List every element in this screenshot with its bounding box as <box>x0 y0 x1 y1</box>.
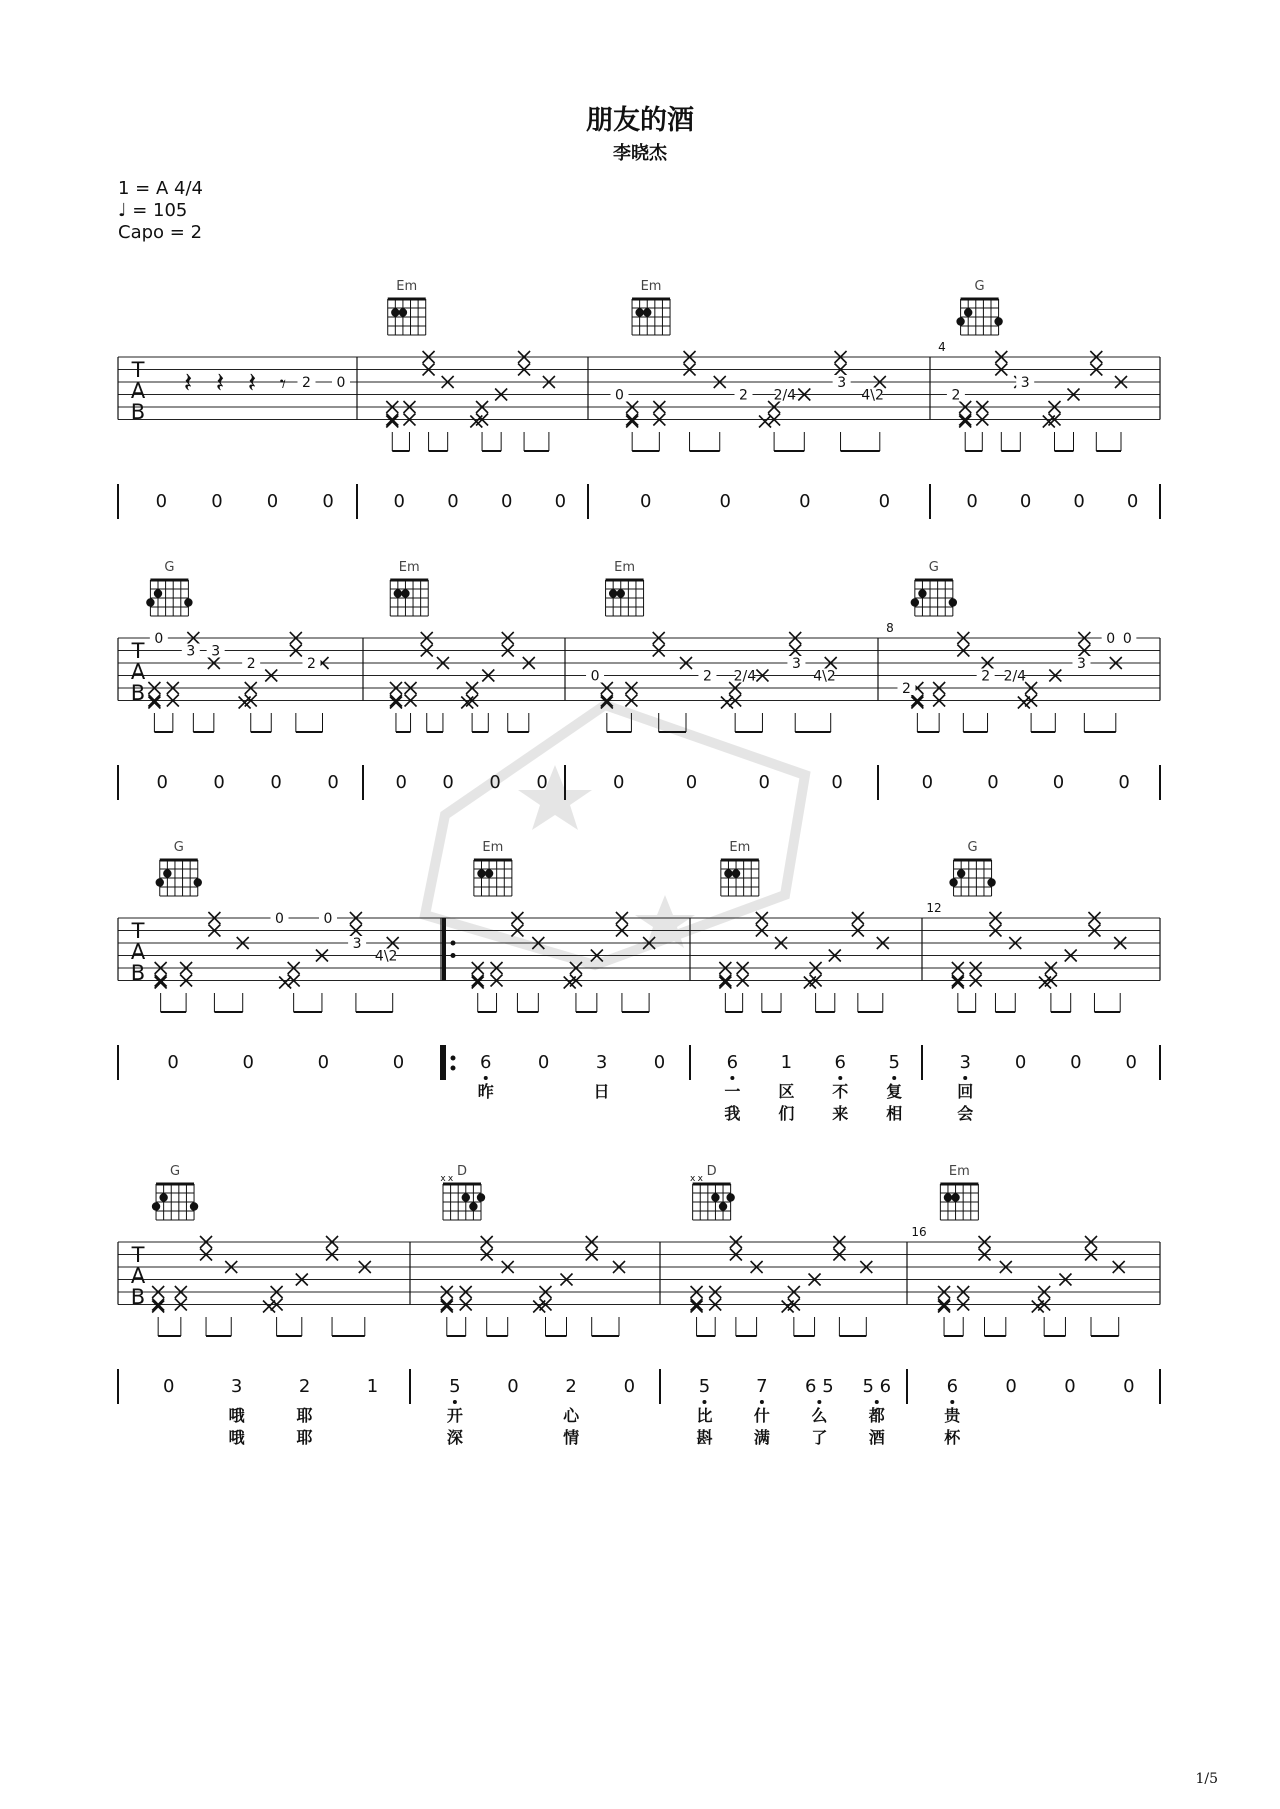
fret-number: 4\2 <box>374 948 398 965</box>
lower-octave-dot <box>702 1400 706 1404</box>
song-title: 朋友的酒 <box>586 105 694 136</box>
chord-diagram-g <box>956 299 1002 335</box>
bass-strum-mark <box>263 1301 275 1313</box>
repeat-dot <box>451 1056 456 1061</box>
lyric-char: 们 <box>778 1104 795 1123</box>
lower-octave-dot <box>817 1400 821 1404</box>
lyric-char: 比 <box>696 1406 713 1425</box>
chord-finger-dot <box>469 1202 477 1210</box>
bass-strum-mark <box>626 416 638 428</box>
chord-finger-dot <box>726 1193 734 1201</box>
chord-finger-dot <box>994 317 1002 325</box>
chord-diagram-g <box>152 1184 198 1220</box>
tab-clef-letter: T <box>131 1243 145 1267</box>
chord-finger-dot <box>918 589 926 597</box>
chord-finger-dot <box>711 1193 719 1201</box>
chord-finger-dot <box>184 598 192 606</box>
lyric-char: 相 <box>886 1104 903 1123</box>
tab-clef-letter: B <box>130 961 146 985</box>
lyric-char: 不 <box>832 1082 849 1101</box>
lyric-char: 酒 <box>868 1428 885 1447</box>
lyric-char: 都 <box>868 1406 885 1425</box>
chord-finger-dot <box>394 589 402 597</box>
jianpu-note: 5 <box>449 1376 461 1397</box>
chord-finger-dot <box>957 869 965 877</box>
bass-strum-mark <box>691 1301 703 1313</box>
chord-finger-dot <box>391 308 399 316</box>
chord-finger-dot <box>154 589 162 597</box>
chord-diagram-em <box>940 1184 978 1220</box>
fret-number: 0 <box>1106 631 1116 647</box>
fret-number: 4\2 <box>813 668 836 685</box>
fret-number: 2 <box>902 681 911 697</box>
lyric-char: 贵 <box>944 1406 961 1425</box>
chord-muted-mark: x <box>697 1174 703 1184</box>
lyric-char: 深 <box>446 1428 463 1447</box>
lower-octave-dot <box>892 1076 896 1080</box>
chord-name: G <box>967 840 978 855</box>
jianpu-note: 0 <box>167 1052 179 1073</box>
chord-finger-dot <box>163 869 171 877</box>
fret-number: 0 <box>615 387 624 404</box>
chord-finger-dot <box>477 869 485 877</box>
measure-number: 8 <box>886 621 894 635</box>
lyric-char: 斟 <box>696 1428 713 1447</box>
repeat-dot <box>451 1066 456 1071</box>
bass-strum-mark <box>152 1301 164 1313</box>
lyric-char: 回 <box>957 1082 974 1101</box>
chord-finger-dot <box>956 317 964 325</box>
lyric-char: 了 <box>811 1428 828 1447</box>
chord-finger-dot <box>146 598 154 606</box>
chord-diagram-em <box>390 580 428 616</box>
chord-finger-dot <box>732 869 740 877</box>
chord-finger-dot <box>462 1193 470 1201</box>
fret-number: 3 <box>352 936 362 952</box>
fret-number: 2/4 <box>773 387 797 404</box>
tab-clef-letter: A <box>130 660 146 684</box>
jianpu-note: 0 <box>966 491 978 512</box>
chord-finger-dot <box>719 1202 727 1210</box>
jianpu-note: 6 <box>726 1052 739 1073</box>
jianpu-note: 0 <box>536 772 548 793</box>
jianpu-note: 0 <box>266 491 279 512</box>
lyric-char: 满 <box>753 1428 770 1447</box>
lower-octave-dot <box>484 1076 488 1080</box>
chord-finger-dot <box>477 1193 485 1201</box>
jianpu-note: 5 6 <box>862 1376 892 1397</box>
lower-octave-dot <box>950 1400 954 1404</box>
tab-clef-letter: B <box>130 400 146 424</box>
lyric-char: 开 <box>446 1406 463 1425</box>
jianpu-note: 0 <box>554 491 567 512</box>
chord-finger-dot <box>399 308 407 316</box>
chord-finger-dot <box>156 878 164 886</box>
chord-finger-dot <box>949 878 957 886</box>
lower-octave-dot <box>760 1400 764 1404</box>
bass-strum-mark <box>148 697 160 709</box>
lyric-char: 日 <box>593 1082 610 1101</box>
jianpu-note: 0 <box>1073 491 1085 512</box>
chord-name: Em <box>729 840 751 855</box>
jianpu-note: 0 <box>393 491 405 512</box>
chord-name: G <box>928 560 939 575</box>
fret-number: 4\2 <box>861 387 884 404</box>
jianpu-note: 0 <box>758 772 770 793</box>
jianpu-note: 0 <box>623 1376 636 1397</box>
measure-number: 12 <box>926 901 942 915</box>
quarter-rest: 𝄽 <box>215 366 225 399</box>
lyric-char: 心 <box>563 1406 580 1425</box>
bass-strum-mark <box>386 416 398 428</box>
quarter-rest: 𝄽 <box>183 366 193 399</box>
jianpu-note: 0 <box>1064 1376 1076 1397</box>
fret-number: 2/4 <box>1003 668 1027 685</box>
chord-name: G <box>170 1164 181 1179</box>
jianpu-note: 0 <box>1125 1052 1137 1073</box>
chord-finger-dot <box>724 869 732 877</box>
page-number: 1/5 <box>1195 1771 1218 1787</box>
chord-finger-dot <box>617 589 625 597</box>
jianpu-note: 0 <box>500 491 513 512</box>
jianpu-note: 0 <box>1019 491 1032 512</box>
bass-strum-mark <box>952 977 964 989</box>
chord-finger-dot <box>159 1193 167 1201</box>
chord-finger-dot <box>911 598 919 606</box>
chord-diagram-d <box>440 1174 485 1220</box>
bass-strum-mark <box>759 416 771 428</box>
fret-number: 3 <box>791 656 801 672</box>
jianpu-note: 0 <box>163 1376 175 1397</box>
jianpu-note: 0 <box>878 491 891 512</box>
jianpu-note: 6 <box>946 1376 959 1397</box>
lyric-char: 情 <box>563 1428 580 1447</box>
chord-finger-dot <box>194 878 202 886</box>
fret-number: 2 <box>302 375 311 391</box>
jianpu-note: 0 <box>242 1052 254 1073</box>
bass-strum-mark <box>721 697 733 709</box>
lower-octave-dot <box>838 1076 842 1080</box>
jianpu-note: 0 <box>1014 1052 1027 1073</box>
bass-strum-mark <box>601 697 613 709</box>
jianpu-note: 3 <box>230 1376 243 1397</box>
fret-number: 3 <box>1020 375 1030 391</box>
fret-number: 2 <box>246 656 256 672</box>
bass-strum-mark <box>959 416 971 428</box>
chord-finger-dot <box>643 308 651 316</box>
jianpu-note: 0 <box>1118 772 1130 793</box>
fret-number: 3 <box>186 643 196 660</box>
jianpu-note: 0 <box>653 1052 666 1073</box>
jianpu-note: 0 <box>213 772 225 793</box>
lower-octave-dot <box>453 1400 457 1404</box>
lyric-char: 一 <box>724 1082 741 1101</box>
fret-number: 0 <box>154 631 164 647</box>
bass-strum-mark <box>461 697 473 709</box>
measure-number: 4 <box>938 340 946 354</box>
chord-name: G <box>173 840 184 855</box>
eighth-rest: 𝄾 <box>279 370 287 398</box>
chord-diagram-g <box>146 580 192 616</box>
jianpu-note: 5 <box>888 1052 900 1073</box>
lyric-char: 哦 <box>228 1428 245 1447</box>
jianpu-note: 0 <box>987 772 999 793</box>
chord-finger-dot <box>635 308 643 316</box>
jianpu-note: 0 <box>1005 1376 1017 1397</box>
chord-diagram-g <box>911 580 957 616</box>
lyric-char: 我 <box>724 1104 741 1123</box>
measure-number: 16 <box>911 1225 927 1239</box>
jianpu-note: 0 <box>507 1376 519 1397</box>
chord-muted-mark: x <box>440 1174 446 1184</box>
lyric-char: 耶 <box>296 1428 313 1447</box>
jianpu-note: 0 <box>447 491 459 512</box>
quarter-rest: 𝄽 <box>247 366 257 399</box>
jianpu-note: 0 <box>211 491 223 512</box>
chord-diagram-d <box>690 1174 735 1220</box>
jianpu-note: 2 <box>565 1376 577 1397</box>
lyric-char: 什 <box>753 1406 770 1425</box>
chord-muted-mark: x <box>689 1174 696 1184</box>
chord-diagram-em <box>388 299 426 335</box>
jianpu-note: 0 <box>155 491 168 512</box>
jianpu-note: 0 <box>1126 491 1139 512</box>
fret-number: 2/4 <box>733 668 757 685</box>
bass-strum-mark <box>938 1301 950 1313</box>
fret-number: 2 <box>981 668 991 685</box>
chord-name: G <box>164 560 175 575</box>
tab-clef-letter: A <box>130 940 146 964</box>
chord-diagram-g <box>156 860 202 896</box>
chord-name: D <box>706 1164 717 1179</box>
tab-clef-letter: B <box>130 681 146 705</box>
bass-strum-mark <box>441 1301 453 1313</box>
lower-octave-dot <box>963 1076 967 1080</box>
jianpu-note: 1 <box>780 1052 793 1073</box>
repeat-dot <box>451 953 456 958</box>
chord-name: Em <box>640 279 662 294</box>
fret-number: 0 <box>590 668 600 685</box>
lyric-char: 哦 <box>228 1406 245 1425</box>
jianpu-note: 5 <box>698 1376 711 1397</box>
jianpu-note: 0 <box>921 772 934 793</box>
jianpu-note: 2 <box>298 1376 311 1397</box>
fret-number: 0 <box>275 911 284 927</box>
chord-finger-dot <box>152 1202 160 1210</box>
bass-strum-mark <box>279 977 291 989</box>
jianpu-note: 0 <box>1123 1376 1135 1397</box>
tab-clef-letter: A <box>130 379 146 403</box>
lyric-char: 会 <box>957 1104 974 1123</box>
chord-name: Em <box>614 560 636 575</box>
chord-name: Em <box>482 840 504 855</box>
tab-clef-letter: A <box>130 1264 146 1288</box>
fret-number: 0 <box>1122 631 1132 647</box>
lyric-char: 杯 <box>944 1428 961 1447</box>
jianpu-note: 0 <box>1052 772 1065 793</box>
bass-strum-mark <box>155 977 167 989</box>
jianpu-note: 3 <box>595 1052 608 1073</box>
jianpu-note: 0 <box>612 772 625 793</box>
jianpu-note: 0 <box>639 491 652 512</box>
fret-number: 0 <box>336 375 346 391</box>
jianpu-note: 0 <box>831 772 843 793</box>
fret-number: 3 <box>211 643 221 660</box>
fret-number: 3 <box>837 375 847 391</box>
chord-name: D <box>456 1164 468 1179</box>
fret-number: 0 <box>323 911 333 927</box>
fret-number: 2 <box>739 387 748 404</box>
tab-clef-letter: B <box>130 1285 146 1309</box>
fret-number: 2 <box>702 668 712 685</box>
chord-finger-dot <box>951 1193 959 1201</box>
chord-diagram-g <box>949 860 995 896</box>
jianpu-note: 6 <box>834 1052 847 1073</box>
jianpu-note: 7 <box>756 1376 768 1397</box>
jianpu-note: 0 <box>442 772 454 793</box>
tab-clef-letter: T <box>131 639 145 663</box>
lyric-char: 昨 <box>477 1082 494 1101</box>
tempo-marking: ♩ = 105 <box>118 200 188 221</box>
repeat-dot <box>451 941 456 946</box>
chord-name: G <box>974 279 985 294</box>
chord-finger-dot <box>401 589 409 597</box>
jianpu-note: 0 <box>537 1052 550 1073</box>
jianpu-note: 6 5 <box>805 1376 834 1397</box>
jianpu-note: 6 <box>480 1052 492 1073</box>
jianpu-note: 0 <box>489 772 501 793</box>
lyric-char: 区 <box>778 1082 795 1101</box>
fret-number: 2 <box>951 387 961 404</box>
bass-strum-mark <box>472 977 484 989</box>
jianpu-note: 0 <box>322 491 334 512</box>
tab-clef-letter: T <box>131 358 145 382</box>
bass-strum-mark <box>719 977 731 989</box>
lower-octave-dot <box>730 1076 734 1080</box>
jianpu-note: 0 <box>392 1052 405 1073</box>
chord-finger-dot <box>964 308 972 316</box>
chord-muted-mark: x <box>447 1174 454 1184</box>
chord-finger-dot <box>949 598 957 606</box>
lyric-char: 耶 <box>296 1406 313 1425</box>
jianpu-note: 0 <box>327 772 339 793</box>
fret-number: 2 <box>307 656 316 672</box>
bass-strum-mark <box>390 697 402 709</box>
fret-number: 3 <box>1077 656 1086 672</box>
chord-name: Em <box>398 560 420 575</box>
lyric-char: 么 <box>811 1406 828 1425</box>
jianpu-note: 3 <box>959 1052 971 1073</box>
chord-diagram-em <box>721 860 759 896</box>
jianpu-note: 0 <box>719 491 731 512</box>
chord-finger-dot <box>190 1202 198 1210</box>
chord-finger-dot <box>944 1193 952 1201</box>
jianpu-note: 0 <box>799 491 811 512</box>
jianpu-note: 0 <box>395 772 407 793</box>
jianpu-note: 0 <box>1070 1052 1082 1073</box>
song-artist: 李晓杰 <box>613 143 667 164</box>
chord-finger-dot <box>609 589 617 597</box>
jianpu-note: 0 <box>156 772 168 793</box>
lower-octave-dot <box>875 1400 879 1404</box>
chord-diagram-em <box>632 299 670 335</box>
chord-diagram-em <box>606 580 644 616</box>
lyric-char: 来 <box>832 1104 849 1123</box>
chord-finger-dot <box>987 878 995 886</box>
jianpu-note: 1 <box>366 1376 379 1397</box>
lyric-char: 复 <box>886 1082 903 1101</box>
key-signature: 1 = A 4/4 <box>118 178 203 199</box>
capo-marking: Capo = 2 <box>118 222 203 243</box>
chord-name: Em <box>396 279 418 294</box>
jianpu-note: 0 <box>270 772 282 793</box>
chord-finger-dot <box>485 869 493 877</box>
tab-clef-letter: T <box>131 919 145 943</box>
jianpu-note: 0 <box>317 1052 330 1073</box>
chord-diagram-em <box>474 860 512 896</box>
chord-name: Em <box>948 1164 970 1179</box>
jianpu-note: 0 <box>685 772 698 793</box>
bass-strum-mark <box>911 697 923 709</box>
